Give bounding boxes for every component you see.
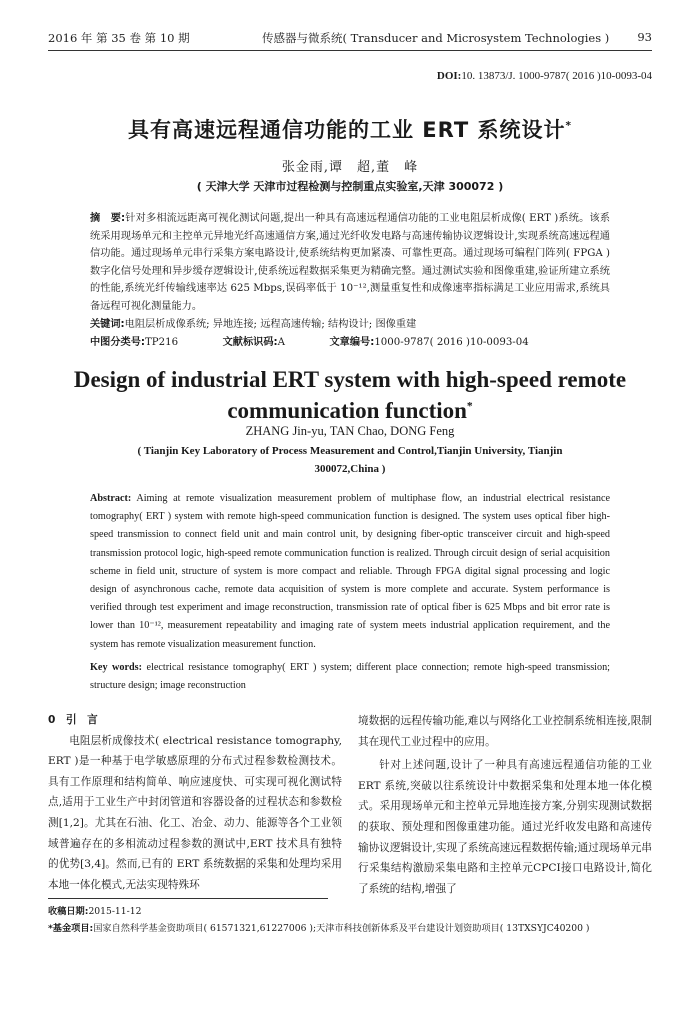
- title-cn-footnote-mark: *: [565, 120, 573, 132]
- section-heading-introduction: 0 引 言: [48, 714, 98, 726]
- doc-code-label: 文献标识码:: [222, 337, 278, 348]
- keywords-cn-label: 关键词:: [90, 319, 125, 330]
- article-number-label: 文章编号:: [329, 337, 375, 348]
- received-label: 收稿日期:: [48, 906, 89, 917]
- title-cn: [48, 114, 652, 144]
- clc-label: 中图分类号:: [90, 337, 146, 348]
- fund-note: [48, 922, 589, 936]
- affiliation-cn: ( 天津大学 天津市过程检测与控制重点实验室,天津 300072 ): [196, 180, 504, 193]
- affiliation-en: ( Tianjin Key Laboratory of Process Measurement and Control,Tianjin University, Tianjin 300072,China ): [137, 445, 563, 475]
- title-en: [48, 364, 652, 426]
- abstract-en-label: Abstract:: [90, 493, 132, 504]
- abstract-en-text: Aiming at remote visualization measurement problem of multiphase flow, an industrial electrical resistance tomography( ERT ) system with remote high-speed communication function is designed. The system uses optical fiber high-speed transmission to connect field unit and main control unit, by designing fiber-optic transceiver circuit and high-speed transmission protocol logic, high-speed remote communication function is realized. Through circuit design of serial acquisition scheme in field unit, structure of system is more compact and reliable. Through FPGA digital signal processing and logic design of asynchronous cache, remote data acquisition of system is more complete and accurate. System performance is verified through test experiment and image reconstruction, transmission rate of optical fiber is 625 Mbps and bit error rate is lower than 10⁻¹², measurement repeatability and imaging rate of system meets industrial application requirement, and the system has remote visualization measurement function.: [90, 493, 611, 650]
- received-date: [48, 905, 141, 919]
- doc-code-value: A: [277, 337, 285, 348]
- keywords-en-text: electrical resistance tomography( ERT ) system; different place connection; remote high-speed transmission; structure design; image reconstruction: [90, 662, 611, 692]
- fund-label: *基金项目:: [48, 923, 94, 934]
- article-number-value: 1000-9787( 2016 )10-0093-04: [374, 337, 529, 348]
- title-cn-text: 具有高速远程通信功能的工业 ERT 系统设计: [127, 118, 566, 142]
- doi: [437, 70, 652, 82]
- doi-value: 10. 13873/J. 1000-9787( 2016 )10-0093-04: [461, 70, 652, 82]
- body-left-column: [48, 710, 342, 895]
- title-en-footnote-mark: *: [466, 400, 473, 413]
- classification-row: [90, 334, 610, 351]
- footnote-rule: [48, 898, 328, 899]
- abstract-en: [90, 490, 610, 654]
- fund-value: 国家自然科学基金资助项目( 61571321,61227006 );天津市科技创新体系及平台建设计划资助项目( 13TXSYJC40200 ): [93, 923, 590, 934]
- body-right-column: [358, 711, 652, 899]
- page-number: 93: [637, 30, 652, 44]
- authors-en: ZHANG Jin-yu, TAN Chao, DONG Feng: [245, 424, 455, 438]
- journal-name: 传感器与微系统( Transducer and Microsystem Technologies ): [262, 31, 610, 45]
- header-rule: [48, 50, 652, 51]
- abstract-cn-label: 摘 要:: [90, 213, 126, 224]
- keywords-cn-text: 电阻层析成像系统; 异地连接; 远程高速传输; 结构设计; 图像重建: [124, 319, 417, 330]
- keywords-en-label: Key words:: [90, 662, 143, 673]
- abstract-cn: [90, 210, 610, 315]
- keywords-cn: [90, 316, 610, 333]
- intro-paragraph-1: 电阻层析成像技术( electrical resistance tomography, ERT )是一种基于电学敏感原理的分布式过程参数检测技术。具有工作原理和结构简单、响应速度快、可实现可视化测试特点,适用于工业生产中封闭管道和容器设备的过程状态和参数检测[1,2]。尤其在石油、化工、冶金、动力、能源等各个工业领域普遍存在的多相流动过程参数的测试中,ERT 技术具有独特的优势[3,4]。然而,已有的 ERT 系统数据的采集和处理均采用本地一体化模式,无法实现特殊环: [48, 734, 342, 891]
- intro-paragraph-2: 针对上述问题,设计了一种具有高速远程通信功能的工业 ERT 系统,突破以往系统设计中数据采集和处理本地一体化模式。采用现场单元和主控单元异地连接方案,分别实现测试数据的获取、预处理和图像重建功能。通过光纤收发电路和高速传输协议逻辑设计,实现了系统高速远程数据传输;通过现场单元串行采集结构激励采集电路和主控单元CPCI接口电路设计,简化了系统的结构,增强了: [358, 759, 652, 895]
- intro-paragraph-1-continued: 境数据的远程传输功能,难以与网络化工业控制系统相连接,限制其在现代工业过程中的应用。: [358, 715, 652, 748]
- received-value: 2015-11-12: [88, 906, 142, 917]
- abstract-cn-text: 针对多相流远距离可视化测试问题,提出一种具有高速远程通信功能的工业电阻层析成像( ERT )系统。该系统采用现场单元和主控单元异地光纤高速通信方案,通过光纤收发电路与高速传输协议逻辑设计,实现系统高速远程通信功能。通过现场单元串行采集方案电路设计,使系统结构更加紧凑、可靠性更高。通过现场可编程门阵列( FPGA )数字化信号处理和异步缓存逻辑设计,使系统远程数据采集更为精确完整。通过测试实验和图像重建,验证所建立系统的性能,系统光纤传输线速率达 625 Mbps,误码率低于 10⁻¹²,测量重复性和成像速率指标满足工业应用需求,系统具备远程可视化测量能力。: [90, 213, 611, 312]
- title-en-text: Design of industrial ERT system with high-speed remote communication function: [73, 367, 627, 423]
- doi-label: DOI:: [436, 70, 462, 82]
- authors-cn: 张金雨,谭 超,董 峰: [281, 160, 419, 175]
- clc-value: TP216: [145, 337, 179, 348]
- journal-issue: 2016 年 第 35 卷 第 10 期: [48, 31, 190, 45]
- keywords-en: [90, 659, 610, 695]
